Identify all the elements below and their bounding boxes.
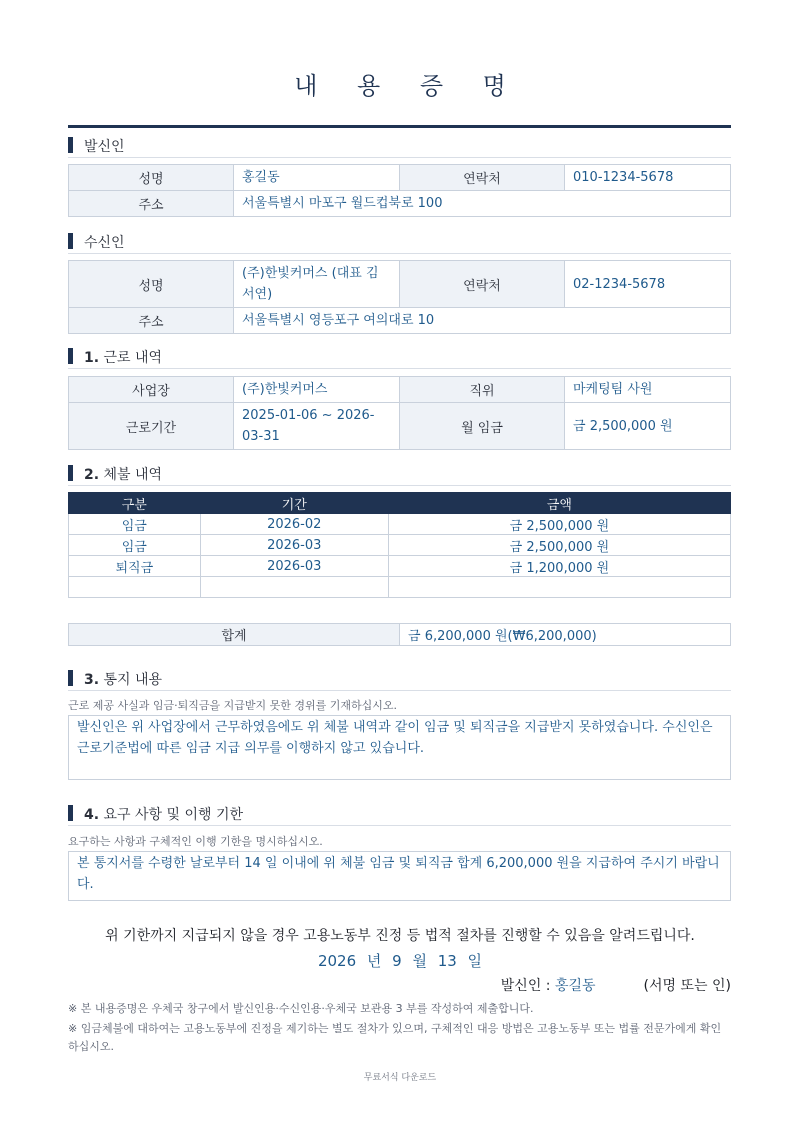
column-header-amount: 금액 xyxy=(388,493,730,514)
table-row xyxy=(69,556,731,577)
demand-heading xyxy=(68,804,731,826)
section-marker xyxy=(68,137,73,153)
signature-line xyxy=(501,975,731,995)
table-cell: 2026-03 xyxy=(200,556,388,577)
work-heading-number: 1. xyxy=(84,350,100,366)
receiver-address-label: 주소 xyxy=(69,308,234,334)
table-cell xyxy=(200,577,388,598)
document-title: 내 용 증 명 xyxy=(294,72,522,100)
table-cell: 임금 xyxy=(69,535,201,556)
receiver-contact-label: 연락처 xyxy=(400,261,565,308)
table-cell: 퇴직금 xyxy=(69,556,201,577)
table-cell: 금 2,500,000 원 xyxy=(388,535,730,556)
sender-contact-value: 010-1234-5678 xyxy=(565,165,731,191)
table-cell xyxy=(388,577,730,598)
demand-hint: 요구하는 사항과 구체적인 이행 기한을 명시하십시오. xyxy=(68,835,323,848)
table-row xyxy=(69,577,731,598)
section-marker xyxy=(68,233,73,249)
arrears-table xyxy=(68,492,731,598)
total-value: 금 6,200,000 원(₩6,200,000) xyxy=(400,624,731,646)
table-cell: 금 2,500,000 원 xyxy=(388,514,730,535)
arrears-heading-text: 체불 내역 xyxy=(103,467,163,483)
total-table xyxy=(68,623,731,646)
receiver-address-value: 서울특별시 영등포구 여의대로 10 xyxy=(234,308,731,334)
work-table xyxy=(68,376,731,450)
receiver-table xyxy=(68,260,731,334)
wage-value: 금 2,500,000 원 xyxy=(565,403,731,450)
sender-contact-label: 연락처 xyxy=(400,165,565,191)
signature-seal-text: (서명 또는 인) xyxy=(643,978,731,994)
sender-name-value: 홍길동 xyxy=(234,165,400,191)
workplace-value: (주)한빛커머스 xyxy=(234,377,400,403)
column-header-period: 기간 xyxy=(200,493,388,514)
table-cell: 임금 xyxy=(69,514,201,535)
demand-heading-text: 요구 사항 및 이행 기한 xyxy=(103,807,244,823)
period-label: 근로기간 xyxy=(69,403,234,450)
demand-body: 본 통지서를 수령한 날로부터 14 일 이내에 위 체불 임금 및 퇴직금 합계 6,200,000 원을 지급하여 주시기 바랍니다. xyxy=(68,851,731,901)
column-header-category: 구분 xyxy=(69,493,201,514)
signature-name: 홍길동 xyxy=(554,978,596,994)
demand-heading-number: 4. xyxy=(84,807,100,823)
signature-label: 발신인 : xyxy=(500,978,555,994)
table-row xyxy=(69,514,731,535)
section-marker xyxy=(68,348,73,364)
position-label: 직위 xyxy=(400,377,565,403)
section-marker xyxy=(68,670,73,686)
table-cell: 2026-03 xyxy=(200,535,388,556)
notice-heading xyxy=(68,669,731,691)
work-heading xyxy=(68,347,731,369)
document-date: 2026 년 9 월 13 일 xyxy=(317,952,483,970)
receiver-contact-value: 02-1234-5678 xyxy=(565,261,731,308)
receiver-name-label: 성명 xyxy=(69,261,234,308)
notice-heading-text: 통지 내용 xyxy=(103,672,163,688)
wage-label: 월 임금 xyxy=(400,403,565,450)
sender-heading xyxy=(68,136,731,158)
note-2: ※ 임금체불에 대하여는 고용노동부에 진정을 제기하는 별도 절차가 있으며, 구체적인 대응 방법은 고용노동부 또는 법률 전문가에게 확인하십시오. xyxy=(68,1022,722,1053)
sender-heading-text: 발신인 xyxy=(84,139,125,155)
receiver-heading xyxy=(68,232,731,254)
arrears-heading xyxy=(68,464,731,486)
title-divider xyxy=(68,125,731,128)
table-row xyxy=(69,535,731,556)
receiver-name-value: (주)한빛커머스 (대표 김서연) xyxy=(234,261,400,308)
position-value: 마케팅팀 사원 xyxy=(565,377,731,403)
notice-hint: 근로 제공 사실과 임금·퇴직금을 지급받지 못한 경위를 기재하십시오. xyxy=(68,699,397,712)
arrears-heading-number: 2. xyxy=(84,467,100,483)
notice-heading-number: 3. xyxy=(84,672,100,688)
total-label: 합계 xyxy=(69,624,400,646)
note-1: ※ 본 내용증명은 우체국 창구에서 발신인용·수신인용·우체국 보관용 3 부를 작성하여 제출합니다. xyxy=(68,1002,534,1015)
footer-text: 무료서식 다운로드 xyxy=(363,1073,437,1083)
table-cell: 금 1,200,000 원 xyxy=(388,556,730,577)
section-marker xyxy=(68,465,73,481)
section-marker xyxy=(68,805,73,821)
table-cell: 2026-02 xyxy=(200,514,388,535)
work-heading-text: 근로 내역 xyxy=(103,350,163,366)
sender-address-label: 주소 xyxy=(69,191,234,217)
sender-name-label: 성명 xyxy=(69,165,234,191)
legal-warning: 위 기한까지 지급되지 않을 경우 고용노동부 진정 등 법적 절차를 진행할 수 있음을 알려드립니다. xyxy=(105,928,695,944)
sender-address-value: 서울특별시 마포구 월드컵북로 100 xyxy=(234,191,731,217)
period-value: 2025-01-06 ~ 2026-03-31 xyxy=(234,403,400,450)
sender-table xyxy=(68,164,731,217)
notice-body: 발신인은 위 사업장에서 근무하였음에도 위 체불 내역과 같이 임금 및 퇴직금을 지급받지 못하였습니다. 수신인은 근로기준법에 따른 임금 지급 의무를 이행하지 않고 있습니다. xyxy=(68,715,731,780)
workplace-label: 사업장 xyxy=(69,377,234,403)
receiver-heading-text: 수신인 xyxy=(84,235,125,251)
table-cell xyxy=(69,577,201,598)
